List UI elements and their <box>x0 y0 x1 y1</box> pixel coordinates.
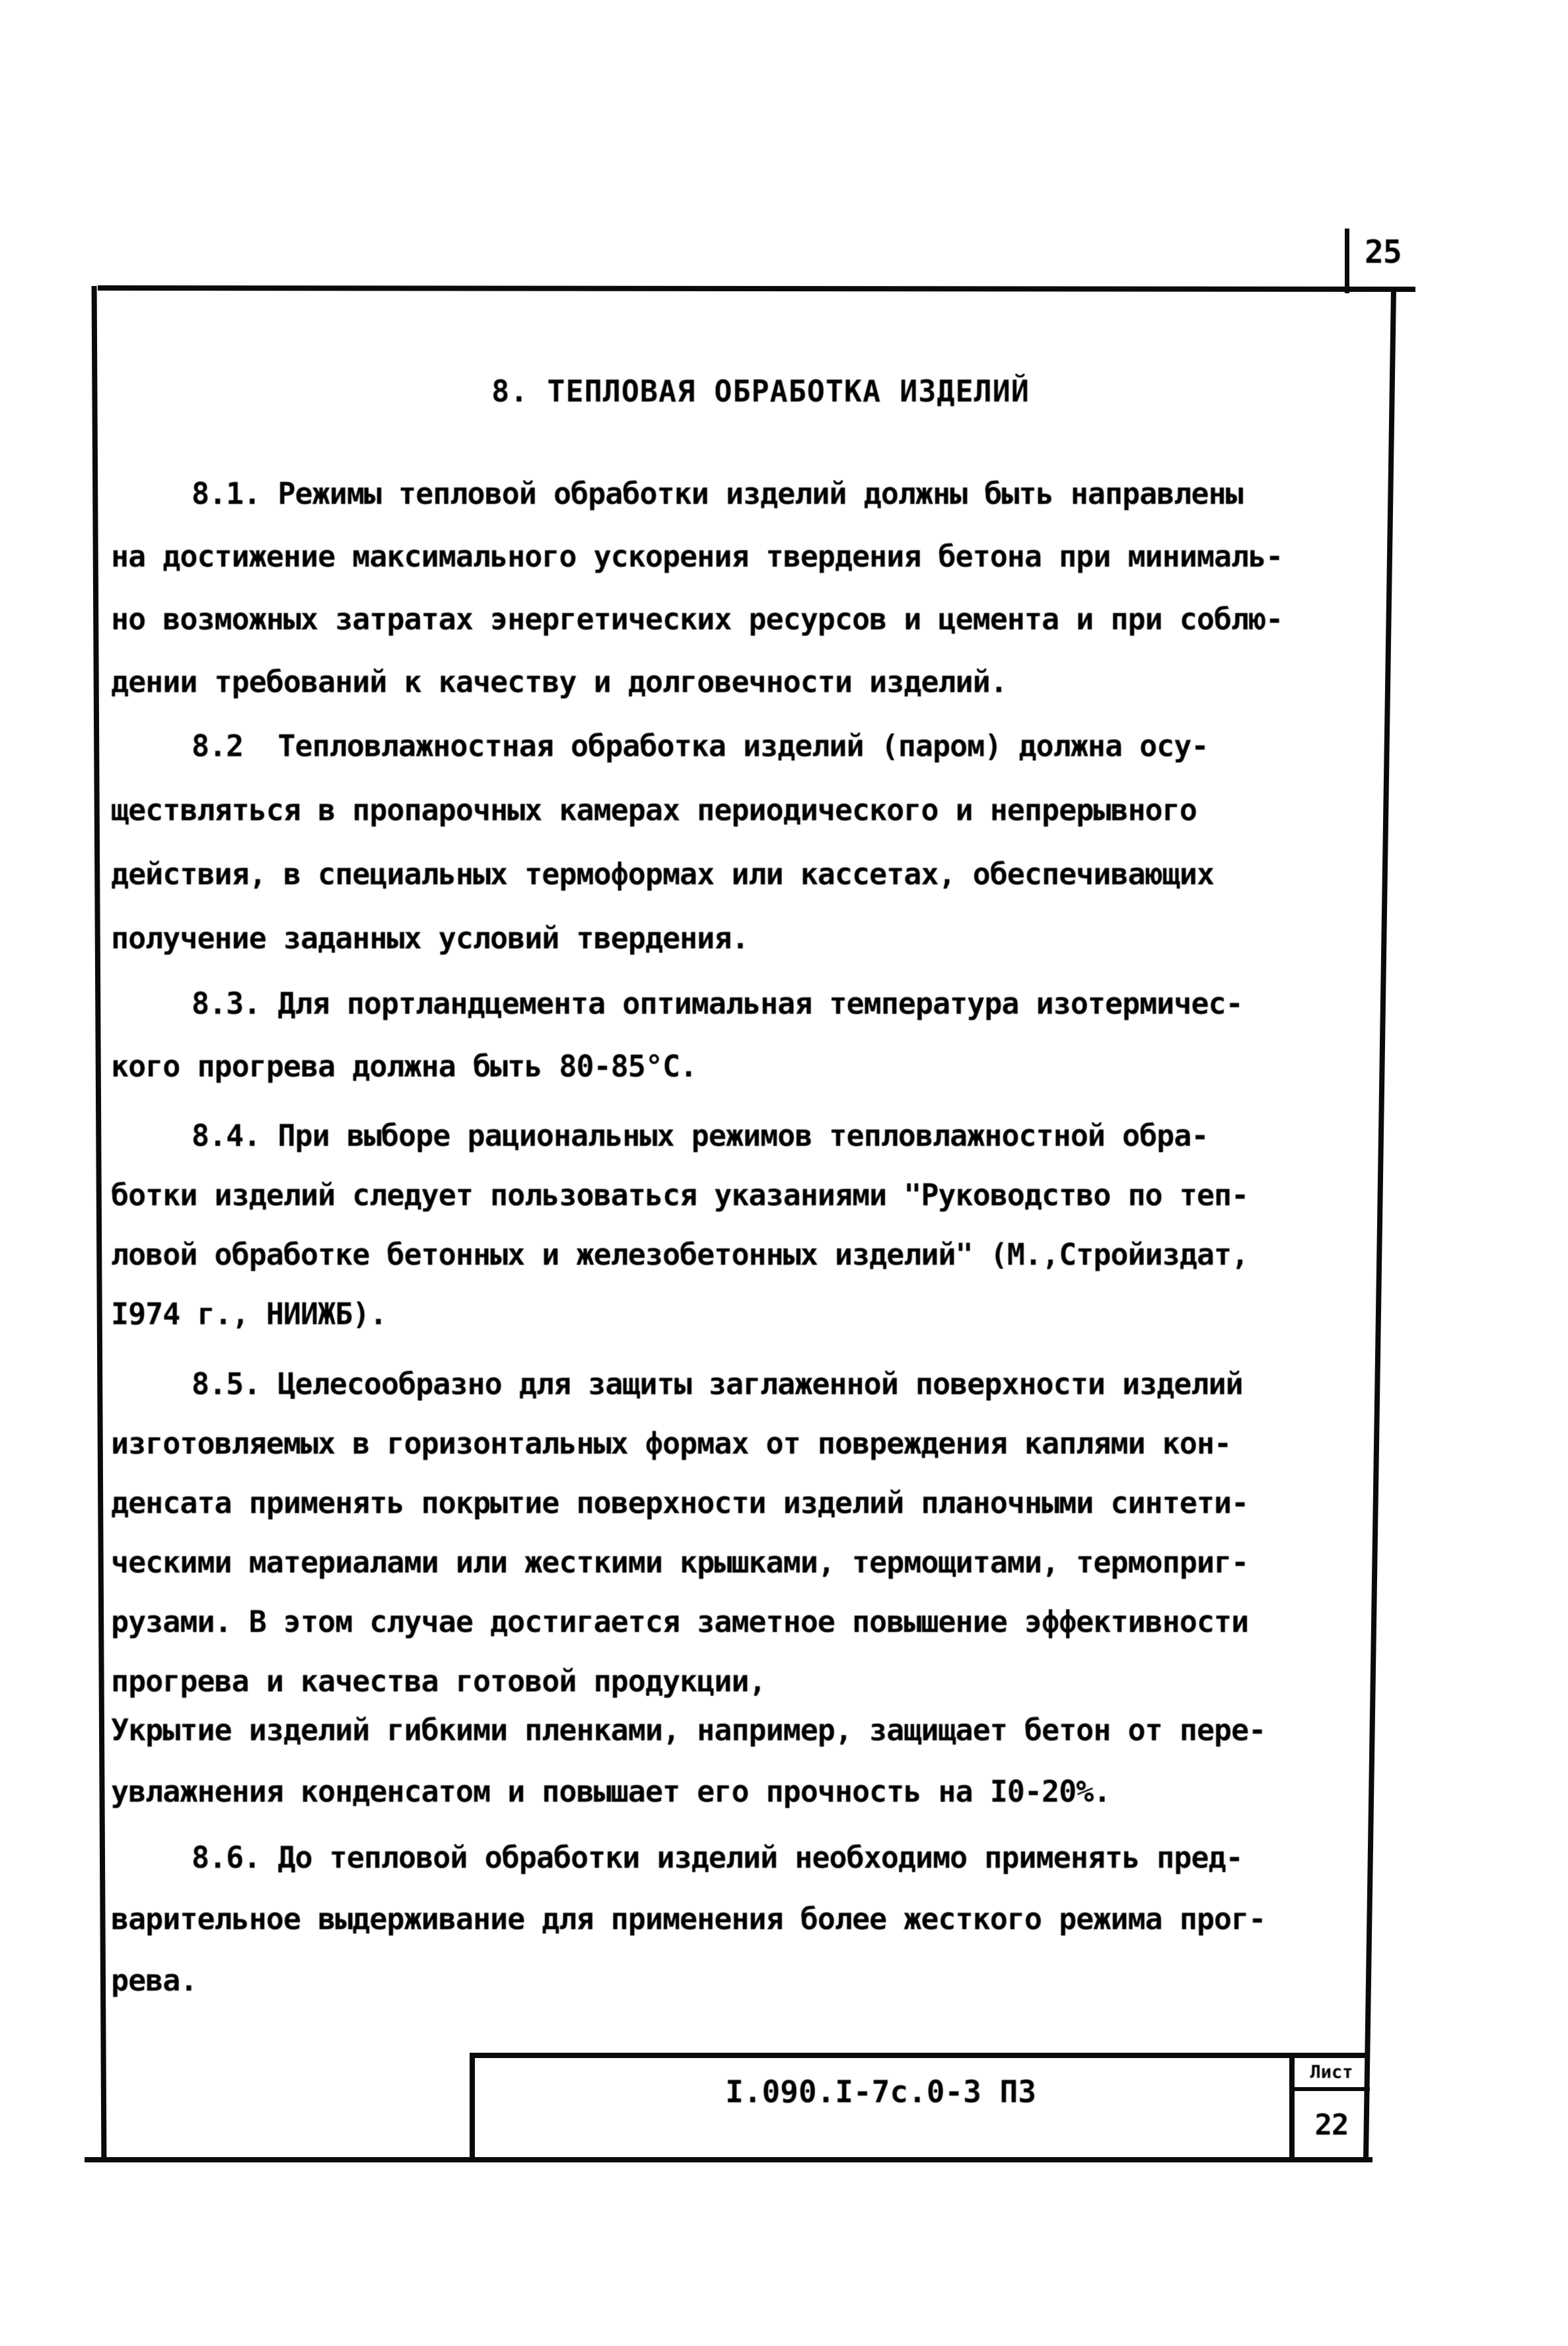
frame-bottom-border <box>85 2157 1372 2162</box>
text-line: 8.2 Тепловлажностная обработка изделий (паром) должна осу- <box>192 729 1209 764</box>
sheet-label: Лист <box>1310 2062 1353 2082</box>
frame-top-border <box>98 285 1415 292</box>
text-line: рева. <box>111 1963 197 1998</box>
text-line: получение заданных условий твердения. <box>111 921 749 956</box>
sheet-number: 22 <box>1314 2108 1349 2142</box>
text-line: дении требований к качеству и долговечности изделий. <box>111 664 1007 699</box>
text-line: I974 г., НИИЖБ). <box>111 1297 387 1332</box>
section-heading: 8. ТЕПЛОВАЯ ОБРАБОТКА ИЗДЕЛИЙ <box>491 374 1030 409</box>
text-line: Укрытие изделий гибкими пленками, например, защищает бетон от пере- <box>111 1713 1266 1748</box>
text-line: ботки изделий следует пользоваться указаниями "Руководство по теп- <box>111 1178 1249 1213</box>
title-block-top-border <box>470 2053 1369 2058</box>
text-line: 8.4. При выборе рациональных режимов тепловлажностной обра- <box>192 1118 1209 1153</box>
page-number: 25 <box>1365 234 1402 271</box>
text-line: ческими материалами или жесткими крышками, термощитами, термоприг- <box>111 1545 1249 1580</box>
frame-left-border <box>92 286 107 2162</box>
page-number-tick <box>1345 229 1349 293</box>
text-line: 8.3. Для портландцемента оптимальная температура изотермичес- <box>192 986 1243 1021</box>
text-line: 8.5. Целесообразно для защиты заглаженной поверхности изделий <box>192 1367 1243 1402</box>
text-line: рузами. В этом случае достигается заметное повышение эффективности <box>111 1604 1249 1639</box>
frame-right-border <box>1363 289 1396 2158</box>
text-line: ловой обработке бетонных и железобетонных изделий" (М.,Стройиздат, <box>111 1237 1249 1272</box>
text-line: ществляться в пропарочных камерах периодического и непрерывного <box>111 793 1197 828</box>
text-line: изготовляемых в горизонтальных формах от повреждения каплями кон- <box>111 1426 1231 1461</box>
text-line: денсата применять покрытие поверхности изделий планочными синтети- <box>111 1485 1249 1520</box>
text-line: прогрева и качества готовой продукции, <box>111 1664 766 1699</box>
text-line: увлажнения конденсатом и повышает его прочность на I0-20%. <box>111 1774 1111 1809</box>
text-line: 8.6. До тепловой обработки изделий необходимо применять пред- <box>192 1840 1243 1875</box>
text-line: но возможных затратах энергетических ресурсов и цемента и при соблю- <box>111 602 1283 637</box>
text-line: варительное выдерживание для применения более жесткого режима прог- <box>111 1902 1266 1937</box>
text-line: кого прогрева должна быть 80-85°С. <box>111 1049 697 1084</box>
text-line: 8.1. Режимы тепловой обработки изделий должны быть направлены <box>192 476 1243 511</box>
text-line: действия, в специальных термоформах или кассетах, обеспечивающих <box>111 857 1214 892</box>
document-code: I.090.I-7с.0-3 ПЗ <box>725 2074 1036 2110</box>
text-line: на достижение максимального ускорения твердения бетона при минималь- <box>111 539 1283 574</box>
